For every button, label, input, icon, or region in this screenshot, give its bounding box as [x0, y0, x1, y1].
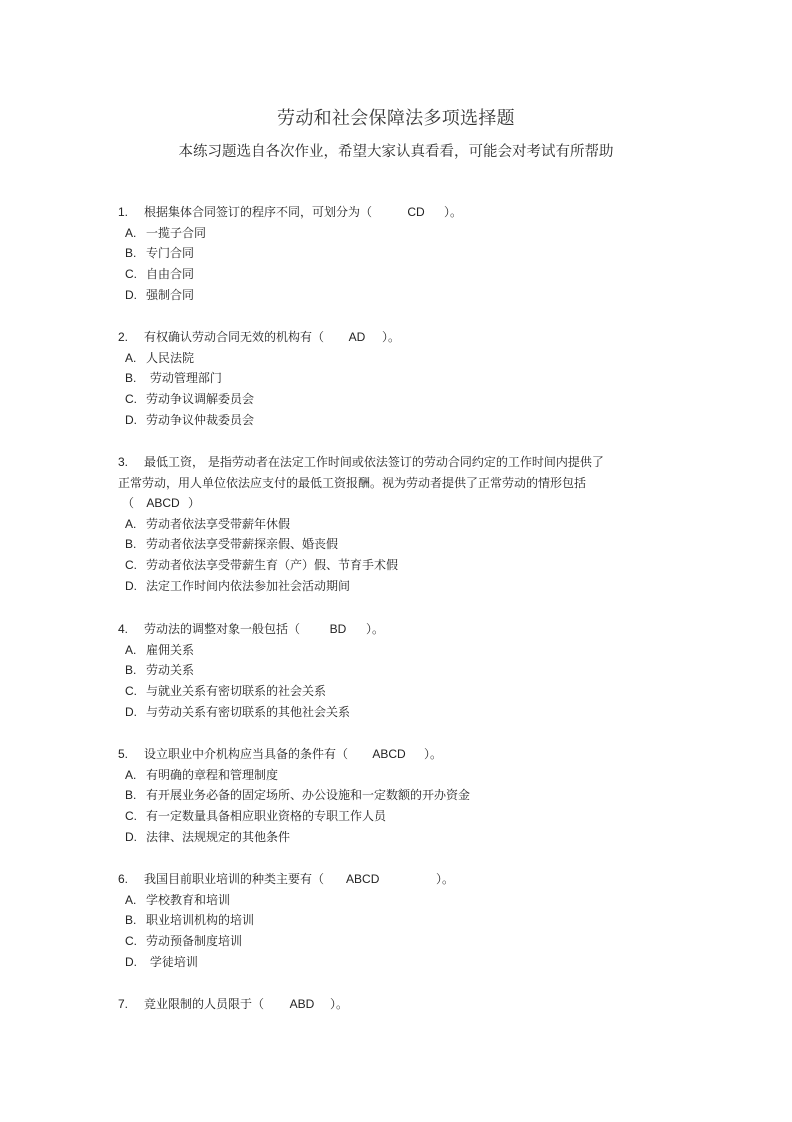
- option-letter: C.: [125, 266, 137, 281]
- option-text: 职业培训机构的培训: [146, 913, 255, 928]
- option-text: 学徒培训: [146, 954, 198, 969]
- option-b: [118, 660, 638, 681]
- question-answer: ABD: [289, 997, 315, 1011]
- option-text: 强制合同: [146, 287, 195, 302]
- option-b: [118, 910, 638, 931]
- option-letter: A.: [125, 350, 137, 365]
- option-text: 劳动关系: [146, 663, 195, 678]
- question-stem: [118, 327, 638, 348]
- option-c: [118, 681, 638, 702]
- option-text: 雇佣关系: [146, 642, 195, 657]
- option-text: 劳动管理部门: [146, 371, 222, 386]
- option-a: [118, 348, 638, 369]
- option-text: 劳动者依法享受带薪生育（产）假、节育手术假: [146, 557, 399, 572]
- option-a: [118, 640, 638, 661]
- option-text: 专门合同: [146, 246, 195, 261]
- option-letter: D.: [125, 578, 137, 593]
- question-answer: ABCD: [146, 496, 180, 510]
- option-text: 自由合同: [146, 266, 195, 281]
- option-a: [118, 890, 638, 911]
- question-number: 4.: [118, 622, 129, 636]
- option-text: 与就业关系有密切联系的社会关系: [146, 683, 327, 698]
- option-text: 有一定数量具备相应职业资格的专职工作人员: [146, 808, 387, 823]
- option-d: [118, 702, 638, 723]
- option-text: 劳动争议仲裁委员会: [146, 412, 255, 427]
- option-text: 劳动争议调解委员会: [146, 391, 255, 406]
- option-a: [118, 765, 638, 786]
- option-c: [118, 555, 638, 576]
- question-text: 我国目前职业培训的种类主要有（: [144, 872, 325, 886]
- option-letter: A.: [125, 225, 137, 240]
- option-b: [118, 785, 638, 806]
- question-text-end: ）。: [444, 205, 463, 219]
- question-4: [118, 619, 638, 722]
- option-letter: D.: [125, 412, 137, 427]
- question-answer-line: （ ABCD ）: [118, 493, 638, 514]
- question-text: 有权确认劳动合同无效的机构有（: [144, 330, 325, 344]
- question-answer: AD: [348, 330, 366, 344]
- option-c: [118, 389, 638, 410]
- option-c: [118, 264, 638, 285]
- document-subtitle: 本练习题选自各次作业，希望大家认真看看，可能会对考试有所帮助: [178, 144, 614, 160]
- option-letter: B.: [125, 788, 137, 803]
- option-letter: B.: [125, 913, 137, 928]
- question-6: [118, 869, 638, 972]
- option-text: 法定工作时间内依法参加社会活动期间: [146, 578, 351, 593]
- question-stem-continued: 正常劳动，用人单位依法应支付的最低工资报酬。视为劳动者提供了正常劳动的情形包括: [118, 475, 587, 490]
- option-letter: D.: [125, 704, 137, 719]
- option-letter: B.: [125, 246, 137, 261]
- option-text: 与劳动关系有密切联系的其他社会关系: [146, 704, 351, 719]
- question-text: 根据集体合同签订的程序不同，可划分为（: [144, 205, 373, 219]
- option-text: 劳动者依法享受带薪年休假: [146, 516, 291, 531]
- question-number: 2.: [118, 330, 129, 344]
- question-text-end: ）。: [366, 622, 385, 636]
- question-text: 劳动法的调整对象一般包括（: [144, 622, 301, 636]
- option-letter: D.: [125, 287, 137, 302]
- question-number: 7.: [118, 997, 129, 1011]
- option-text: 法律、法规规定的其他条件: [146, 829, 291, 844]
- document-title: 劳动和社会保障法多项选择题: [277, 108, 515, 129]
- option-letter: D.: [125, 829, 137, 844]
- question-stem: [118, 994, 638, 1015]
- option-a: [118, 514, 638, 535]
- option-letter: C.: [125, 933, 137, 948]
- option-text: 劳动者依法享受带薪探亲假、婚丧假: [146, 537, 339, 552]
- question-7: [118, 994, 638, 1015]
- question-stem: [118, 619, 638, 640]
- option-d: [118, 952, 638, 973]
- option-d: [118, 576, 638, 597]
- option-letter: B.: [125, 371, 137, 386]
- option-letter: B.: [125, 537, 137, 552]
- question-number: 6.: [118, 872, 129, 886]
- option-b: [118, 243, 638, 264]
- option-letter: A.: [125, 892, 137, 907]
- question-answer: ABCD: [346, 872, 380, 886]
- option-d: [118, 827, 638, 848]
- option-text: 有开展业务必备的固定场所、办公设施和一定数额的开办资金: [146, 788, 471, 803]
- question-5: [118, 744, 638, 847]
- option-d: [118, 410, 638, 431]
- option-text: 一揽子合同: [146, 225, 207, 240]
- option-letter: A.: [125, 767, 137, 782]
- question-text: 最低工资， 是指劳动者在法定工作时间或依法签订的劳动合同约定的工作时间内提供了: [144, 455, 604, 469]
- question-number: 1.: [118, 205, 129, 219]
- option-c: [118, 806, 638, 827]
- question-number: 5.: [118, 747, 129, 761]
- question-stem: [118, 744, 638, 765]
- option-b: [118, 534, 638, 555]
- question-text-end: ）。: [424, 747, 443, 761]
- option-text: 有明确的章程和管理制度: [146, 767, 279, 782]
- option-text: 人民法院: [146, 350, 195, 365]
- option-c: [118, 931, 638, 952]
- question-answer: BD: [329, 622, 347, 636]
- option-text: 学校教育和培训: [146, 892, 231, 907]
- question-stem: [118, 869, 638, 890]
- question-number: 3.: [118, 455, 129, 469]
- question-text: 竞业限制的人员限于（: [144, 997, 265, 1011]
- option-b: [118, 368, 638, 389]
- option-text: 劳动预备制度培训: [146, 933, 243, 948]
- option-a: [118, 223, 638, 244]
- question-text-end: ）。: [436, 872, 455, 886]
- question-text-end: ）。: [382, 330, 401, 344]
- option-letter: B.: [125, 663, 137, 678]
- question-stem: [118, 452, 638, 473]
- option-letter: C.: [125, 557, 137, 572]
- question-3: [118, 452, 638, 596]
- option-letter: A.: [125, 516, 137, 531]
- option-letter: C.: [125, 683, 137, 698]
- option-letter: C.: [125, 808, 137, 823]
- question-text: 设立职业中介机构应当具备的条件有（: [144, 747, 349, 761]
- question-text-end: ）。: [330, 997, 349, 1011]
- option-letter: C.: [125, 391, 137, 406]
- question-1: [118, 202, 638, 305]
- question-answer: ABCD: [372, 747, 406, 761]
- question-stem: [118, 202, 638, 223]
- option-letter: A.: [125, 642, 137, 657]
- question-2: [118, 327, 638, 430]
- option-letter: D.: [125, 954, 137, 969]
- option-d: [118, 285, 638, 306]
- question-answer: CD: [407, 205, 425, 219]
